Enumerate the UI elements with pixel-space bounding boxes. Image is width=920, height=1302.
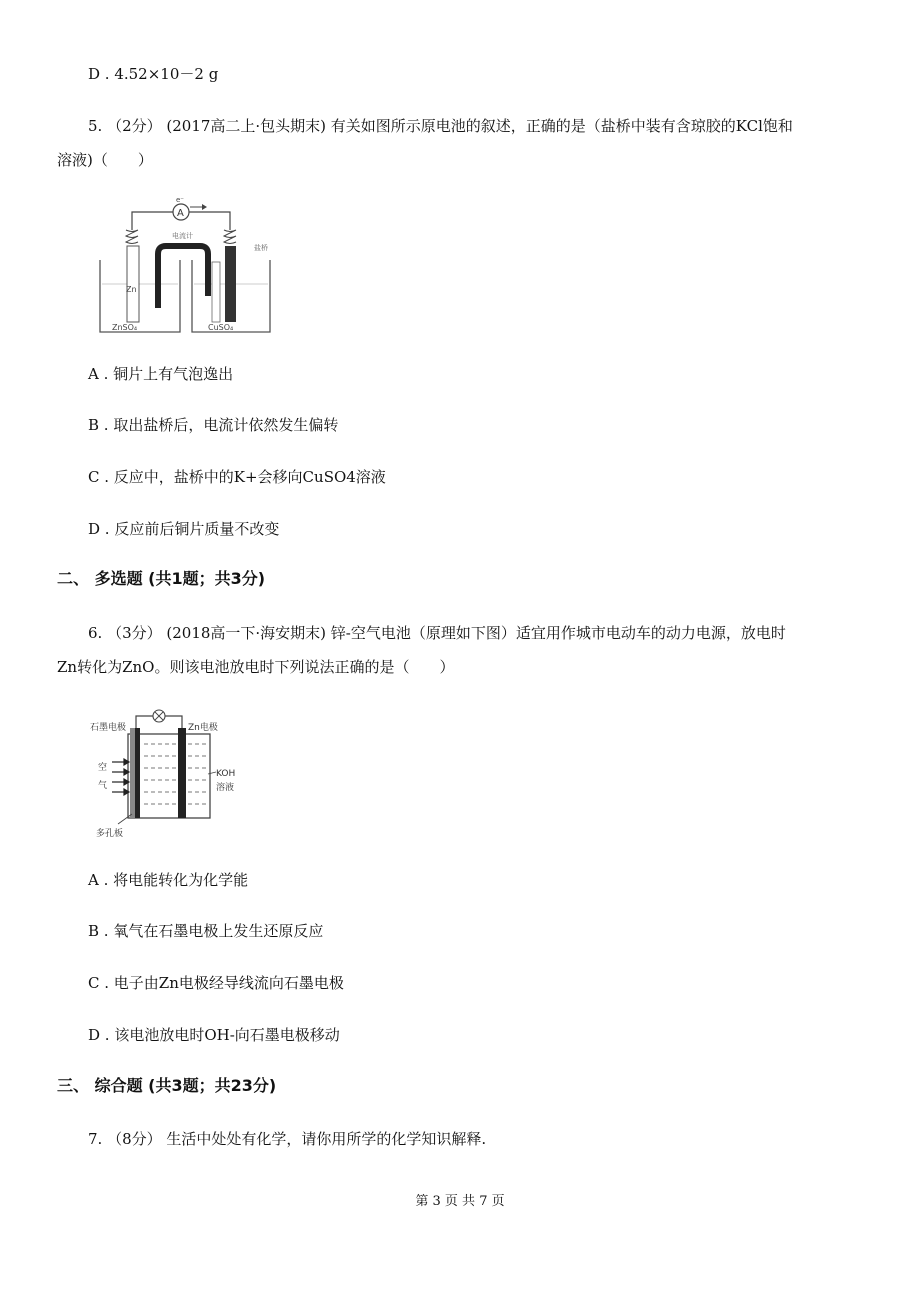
air-label-1: 空 bbox=[98, 763, 108, 773]
section-3-title: 三、 综合题 (共3题；共23分) bbox=[57, 1076, 277, 1095]
q5-stem-line1: 5. （2分） (2017高二上·包头期末) 有关如图所示原电池的叙述，正确的是（盐桥中装有含琼胶的KCl饱和 bbox=[88, 117, 793, 135]
zinc-air-battery-figure bbox=[88, 704, 254, 844]
galvanometer-label: 电流计 bbox=[172, 232, 193, 240]
q6-option-b: B . 氧气在石墨电极上发生还原反应 bbox=[88, 922, 324, 940]
q6-option-a: A . 将电能转化为化学能 bbox=[88, 871, 249, 889]
q6-option-d: D . 该电池放电时OH-向石墨电极移动 bbox=[88, 1026, 340, 1044]
koh-label: KOH bbox=[216, 769, 236, 779]
electron-label: e⁻ bbox=[176, 196, 185, 204]
meter-label: A bbox=[177, 208, 184, 219]
znso4-label: ZnSO₄ bbox=[112, 323, 138, 332]
q5-option-b: B . 取出盐桥后，电流计依然发生偏转 bbox=[88, 416, 339, 434]
air-label-2: 气 bbox=[98, 781, 108, 791]
q4-option-d: D . 4.52×10－2 g bbox=[88, 65, 219, 83]
zn-label: Zn bbox=[126, 285, 137, 294]
q6-stem-line2: Zn转化为ZnO。则该电池放电时下列说法正确的是（ ） bbox=[57, 658, 455, 676]
zn-electrode-label: Zn电极 bbox=[188, 723, 218, 733]
q5-stem-line2: 溶液)（ ） bbox=[57, 151, 153, 169]
graphite-label: 石墨电极 bbox=[90, 723, 127, 733]
section-2-title: 二、 多选题 (共1题；共3分) bbox=[57, 569, 266, 588]
solution-label: 溶液 bbox=[216, 783, 235, 793]
q7-stem: 7. （8分） 生活中处处有化学，请你用所学的化学知识解释. bbox=[88, 1130, 487, 1148]
page-footer: 第 3 页 共 7 页 bbox=[415, 1194, 505, 1209]
q6-option-c: C . 电子由Zn电极经导线流向石墨电极 bbox=[88, 974, 344, 992]
q5-option-a: A . 铜片上有气泡逸出 bbox=[88, 365, 234, 383]
cuso4-label: CuSO₄ bbox=[208, 323, 234, 332]
q5-option-d: D . 反应前后铜片质量不改变 bbox=[88, 520, 280, 538]
q5-option-c: C . 反应中，盐桥中的K+会移向CuSO4溶液 bbox=[88, 468, 386, 486]
galvanic-cell-figure bbox=[92, 196, 278, 340]
saltbridge-label: 盐桥 bbox=[254, 244, 268, 252]
porous-plate-label: 多孔板 bbox=[96, 829, 124, 839]
q6-stem-line1: 6. （3分） (2018高一下·海安期末) 锌-空气电池（原理如下图）适宜用作城市电动车的动力电源，放电时 bbox=[88, 624, 786, 642]
